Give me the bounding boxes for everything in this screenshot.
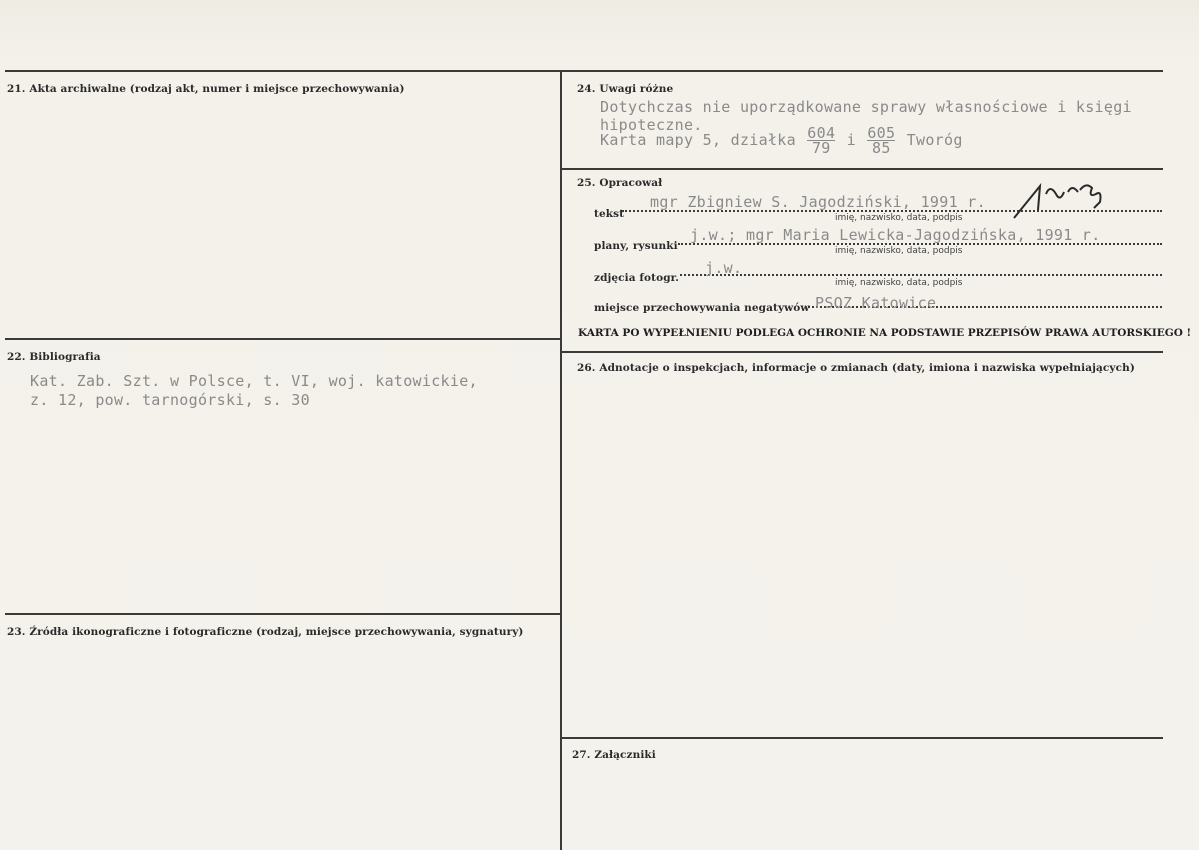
photos-caption: imię, nazwisko, data, podpis (835, 278, 963, 288)
parcel-1-number: 604 (807, 124, 836, 142)
section-21-label: 21. Akta archiwalne (rodzaj akt, numer i miejsce przechowywania) (7, 83, 405, 95)
signature-mark (1010, 180, 1110, 222)
photos-label: zdjęcia fotogr. (594, 272, 680, 284)
drawings-caption: imię, nazwisko, data, podpis (835, 246, 963, 256)
bibliography-line-1: Kat. Zab. Szt. w Polsce, t. VI, woj. katowickie, (30, 372, 478, 390)
remarks-line-1: Dotychczas nie uporządkowane sprawy własnościowe i księgi (600, 98, 1132, 116)
bibliography-line-2: z. 12, pow. tarnogórski, s. 30 (30, 391, 310, 409)
section-23-label: 23. Źródła ikonograficzne i fotograficzne (rodzaj, miejsce przechowywania, sygnatury) (7, 626, 524, 638)
photos-value: j.w. (705, 259, 743, 277)
remarks-line-2: hipoteczne. (600, 116, 703, 134)
rule-25-26 (561, 351, 1163, 353)
section-24-label: 24. Uwagi różne (577, 83, 674, 95)
parcel-2-sub: 85 (871, 139, 891, 157)
parcel-1-sub: 79 (811, 139, 831, 157)
negatives-label: miejsce przechowywania negatywów (594, 302, 810, 314)
rule-24-25 (561, 168, 1163, 170)
copyright-warning: KARTA PO WYPEŁNIENIU PODLEGA OCHRONIE NA PODSTAWIE PRZEPISÓW PRAWA AUTORSKIEGO ! (578, 327, 1192, 339)
column-divider (560, 70, 562, 850)
top-rule (5, 70, 1163, 72)
remarks-line-3 (600, 126, 963, 155)
map-sheet-text: Karta mapy 5, działka (600, 131, 796, 149)
rule-21-22 (5, 338, 561, 340)
section-26-label: 26. Adnotacje o inspekcjach, informacje o zmianach (daty, imiona i nazwiska wypełniających) (577, 362, 1135, 374)
drawings-value: j.w.; mgr Maria Lewicka-Jagodzińska, 1991 r. (690, 226, 1101, 244)
section-22-label: 22. Bibliografia (7, 351, 101, 363)
text-author-label: tekst (594, 208, 625, 220)
section-27-label: 27. Załączniki (572, 749, 656, 761)
rule-22-23 (5, 613, 561, 615)
text-author-value: mgr Zbigniew S. Jagodziński, 1991 r. (650, 193, 986, 211)
photos-line (680, 274, 1162, 276)
rule-26-27 (561, 737, 1163, 739)
parcel-2-number: 605 (867, 124, 896, 142)
parcel-fraction-2 (867, 126, 895, 155)
section-25-label: 25. Opracował (577, 177, 663, 189)
parcel-fraction-1 (807, 126, 835, 155)
conjunction: i (846, 131, 856, 149)
drawings-label: plany, rysunki (594, 240, 678, 252)
place-name: Tworóg (906, 131, 963, 149)
text-author-caption: imię, nazwisko, data, podpis (835, 213, 963, 223)
negatives-value: PSOZ Katowice (815, 294, 937, 312)
